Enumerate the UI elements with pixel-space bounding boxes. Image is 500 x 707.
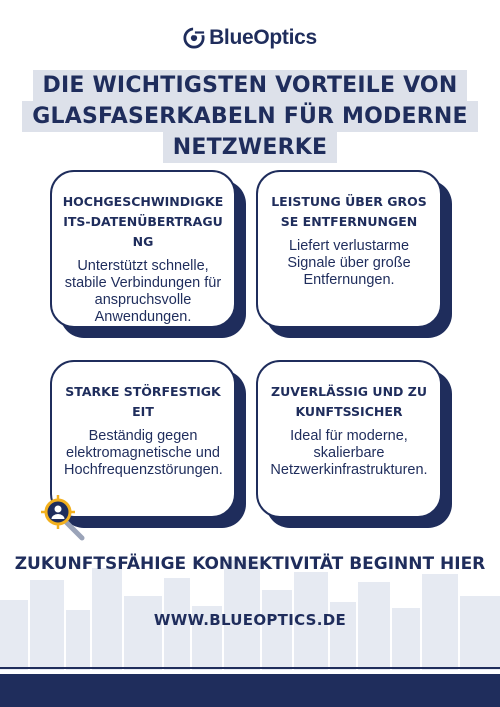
card-future-proof [256,360,442,518]
tagline: ZUKUNFTSFÄHIGE KONNEKTIVITÄT BEGINNT HIER [14,554,486,574]
fiber-optic-logo-icon [183,27,205,49]
card-long-distance [256,170,442,328]
card-text: Unterstützt schnelle, stabile Verbindungen für anspruchsvolle Anwendungen. [64,258,222,325]
brand-name: BlueOptics [209,26,317,49]
magnifier-target-icon [38,492,88,542]
card-title: STARKE STÖRFESTIGKEIT [65,384,221,419]
card-title: HOCHGESCHWINDIGKEITS-DATENÜBERTRAGUNG [62,194,224,249]
card-title: ZUVERLÄSSIG UND ZUKUNFTSSICHER [271,384,427,419]
title-line-2: GLASFASERKABELN FÜR MODERNE [22,101,477,132]
page-title [0,70,500,163]
website-link[interactable]: WWW.BLUEOPTICS.DE [153,611,347,629]
brand-logo [0,26,500,50]
card-high-speed [50,170,236,328]
card-title: LEISTUNG ÜBER GROSSE ENTFERNUNGEN [271,194,427,229]
card-text: Beständig gegen elektromagnetische und Hochfrequenzstörungen. [64,428,223,478]
card-text: Liefert verlustarme Signale über große Entfernungen. [287,238,411,288]
card-text: Ideal für moderne, skalierbare Netzwerkinfrastrukturen. [270,428,428,478]
title-line-1: DIE WICHTIGSTEN VORTEILE VON [33,70,468,101]
footer-divider [0,667,500,669]
footer-bar [0,674,500,707]
title-line-3: NETZWERKE [163,132,338,163]
